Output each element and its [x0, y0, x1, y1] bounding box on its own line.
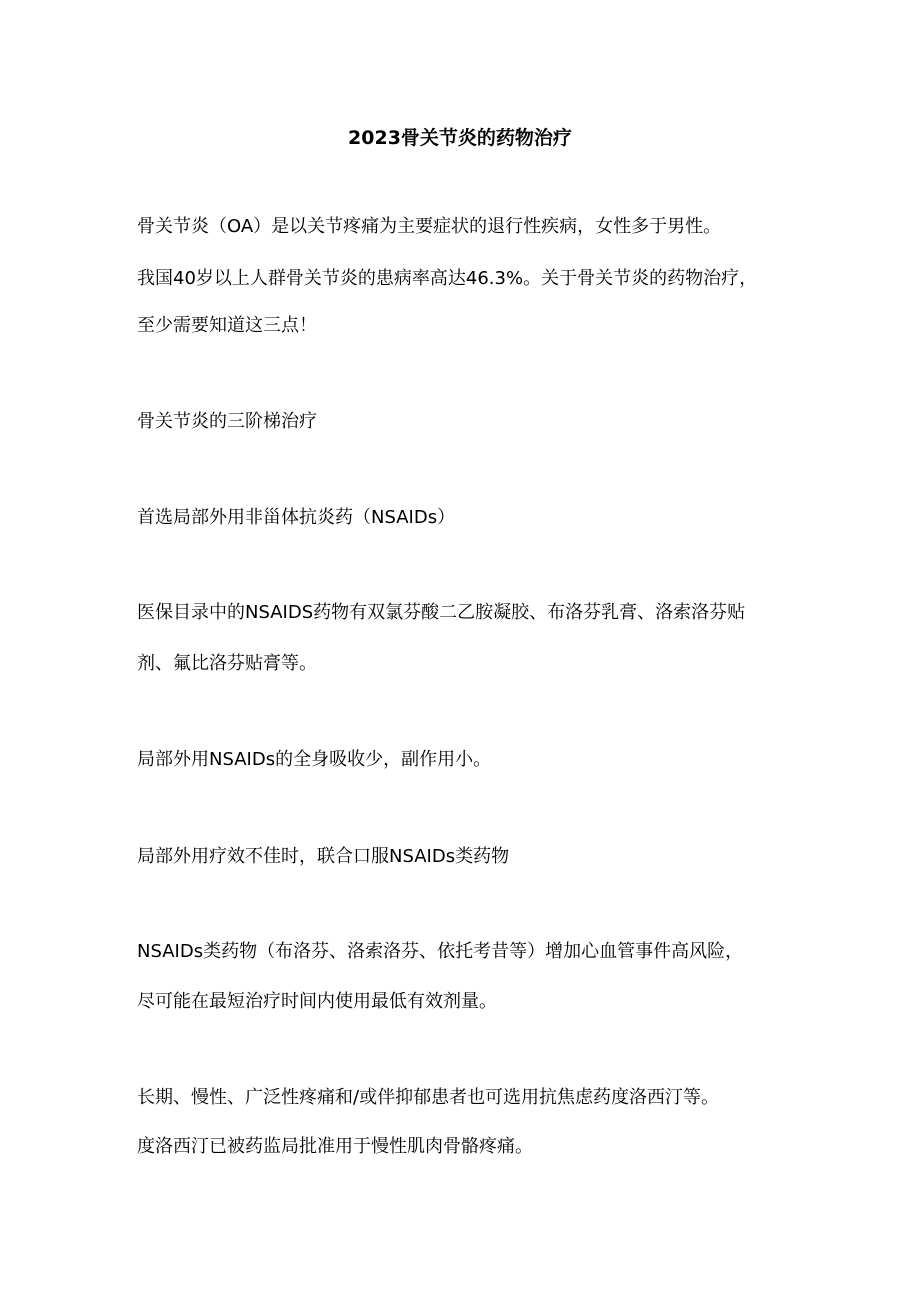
paragraph-first-choice: 首选局部外用非甾体抗炎药（NSAIDs）	[137, 507, 456, 528]
paragraph-insurance-line-2: 剂、氟比洛芬贴膏等。	[137, 653, 317, 674]
paragraph-1-line-1: 骨关节炎（OA）是以关节疼痛为主要症状的退行性疾病，女性多于男性。	[137, 216, 722, 237]
paragraph-oral-combination: 局部外用疗效不佳时，联合口服NSAIDs类药物	[137, 846, 510, 867]
paragraph-cardio-risk-line-1: NSAIDs类药物（布洛芬、洛索洛芬、依托考昔等）增加心血管事件高风险，	[137, 941, 744, 962]
paragraph-duloxetine-line-1: 长期、慢性、广泛性疼痛和/或伴抑郁患者也可选用抗焦虑药度洛西汀等。	[137, 1087, 720, 1108]
paragraph-topical-absorption: 局部外用NSAIDs的全身吸收少，副作用小。	[137, 749, 492, 770]
section-heading-three-step: 骨关节炎的三阶梯治疗	[137, 411, 317, 432]
paragraph-cardio-risk-line-2: 尽可能在最短治疗时间内使用最低有效剂量。	[137, 991, 497, 1012]
paragraph-1-line-2: 我国40岁以上人群骨关节炎的患病率高达46.3%。关于骨关节炎的药物治疗，	[137, 268, 758, 289]
paragraph-duloxetine-line-2: 度洛西汀已被药监局批准用于慢性肌肉骨骼疼痛。	[137, 1136, 533, 1157]
paragraph-insurance-line-1: 医保目录中的NSAIDS药物有双氯芬酸二乙胺凝胶、布洛芬乳膏、洛索洛芬贴	[137, 602, 746, 623]
paragraph-1-line-3: 至少需要知道这三点！	[137, 315, 317, 336]
document-title: 2023骨关节炎的药物治疗	[348, 127, 572, 149]
